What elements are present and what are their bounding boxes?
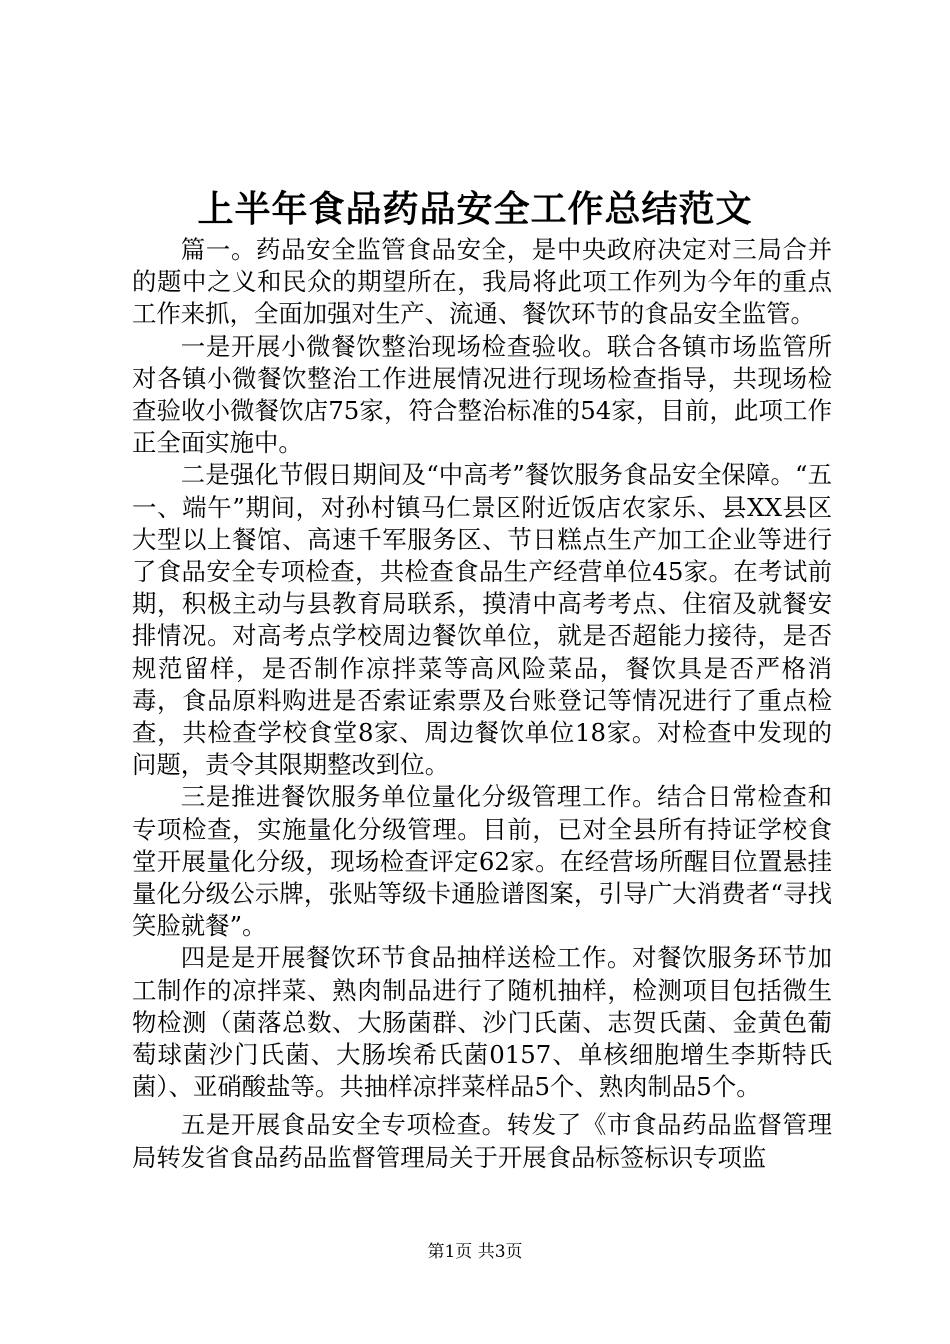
page-footer: 第1页 共3页: [427, 1242, 523, 1262]
paragraph-item-2: 二是强化节假日期间及“中高考”餐饮服务食品安全保障。“五一、端午”期间，对孙村镇马仁景区附近饭店农家乐、县XX县区大型以上餐馆、高速千军服务区、节日糕点生产加工企业等进行了食品安全专项检查，共检查食品生产经营单位45家。在考试前期，积极主动与县教育局联系，摸清中高考考点、住宿及就餐安排情况。对高考点学校周边餐饮单位，就是否超能力接待，是否规范留样，是否制作凉拌菜等高风险菜品，餐饮具是否严格消毒，食品原料购进是否索证索票及台账登记等情况进行了重点检查，共检查学校食堂8家、周边餐饮单位18家。对检查中发现的问题，责令其限期整改到位。: [132, 460, 832, 780]
paragraph-intro: 篇一。药品安全监管食品安全，是中央政府决定对三局合并的题中之义和民众的期望所在，我局将此项工作列为今年的重点工作来抓，全面加强对生产、流通、餐饮环节的食品安全监管。: [132, 235, 832, 329]
paragraph-item-5: 五是开展食品安全专项检查。转发了《市食品药品监督管理局转发省食品药品监督管理局关于开展食品标签标识专项监: [132, 1110, 832, 1172]
paragraph-item-3: 三是推进餐饮服务单位量化分级管理工作。结合日常检查和专项检查，实施量化分级管理。目前，已对全县所有持证学校食堂开展量化分级，现场检查评定62家。在经营场所醒目位置悬挂量化分级公示牌，张贴等级卡通脸谱图案，引导广大消费者“寻找笑脸就餐”。: [132, 782, 832, 941]
paragraph-item-4: 四是是开展餐饮环节食品抽样送检工作。对餐饮服务环节加工制作的凉拌菜、熟肉制品进行了随机抽样，检测项目包括微生物检测（菌落总数、大肠菌群、沙门氏菌、志贺氏菌、金黄色葡萄球菌沙门氏菌、大肠埃希氏菌0157、单核细胞增生李斯特氏菌）、亚硝酸盐等。共抽样凉拌菜样品5个、熟肉制品5个。: [132, 943, 832, 1102]
paragraph-item-1: 一是开展小微餐饮整治现场检查验收。联合各镇市场监管所对各镇小微餐饮整治工作进展情况进行现场检查指导，共现场检查验收小微餐饮店75家，符合整治标准的54家，目前，此项工作正全面实施中。: [132, 331, 832, 458]
document-body: [132, 234, 832, 1174]
document-title: 上半年食品药品安全工作总结范文: [197, 188, 753, 230]
